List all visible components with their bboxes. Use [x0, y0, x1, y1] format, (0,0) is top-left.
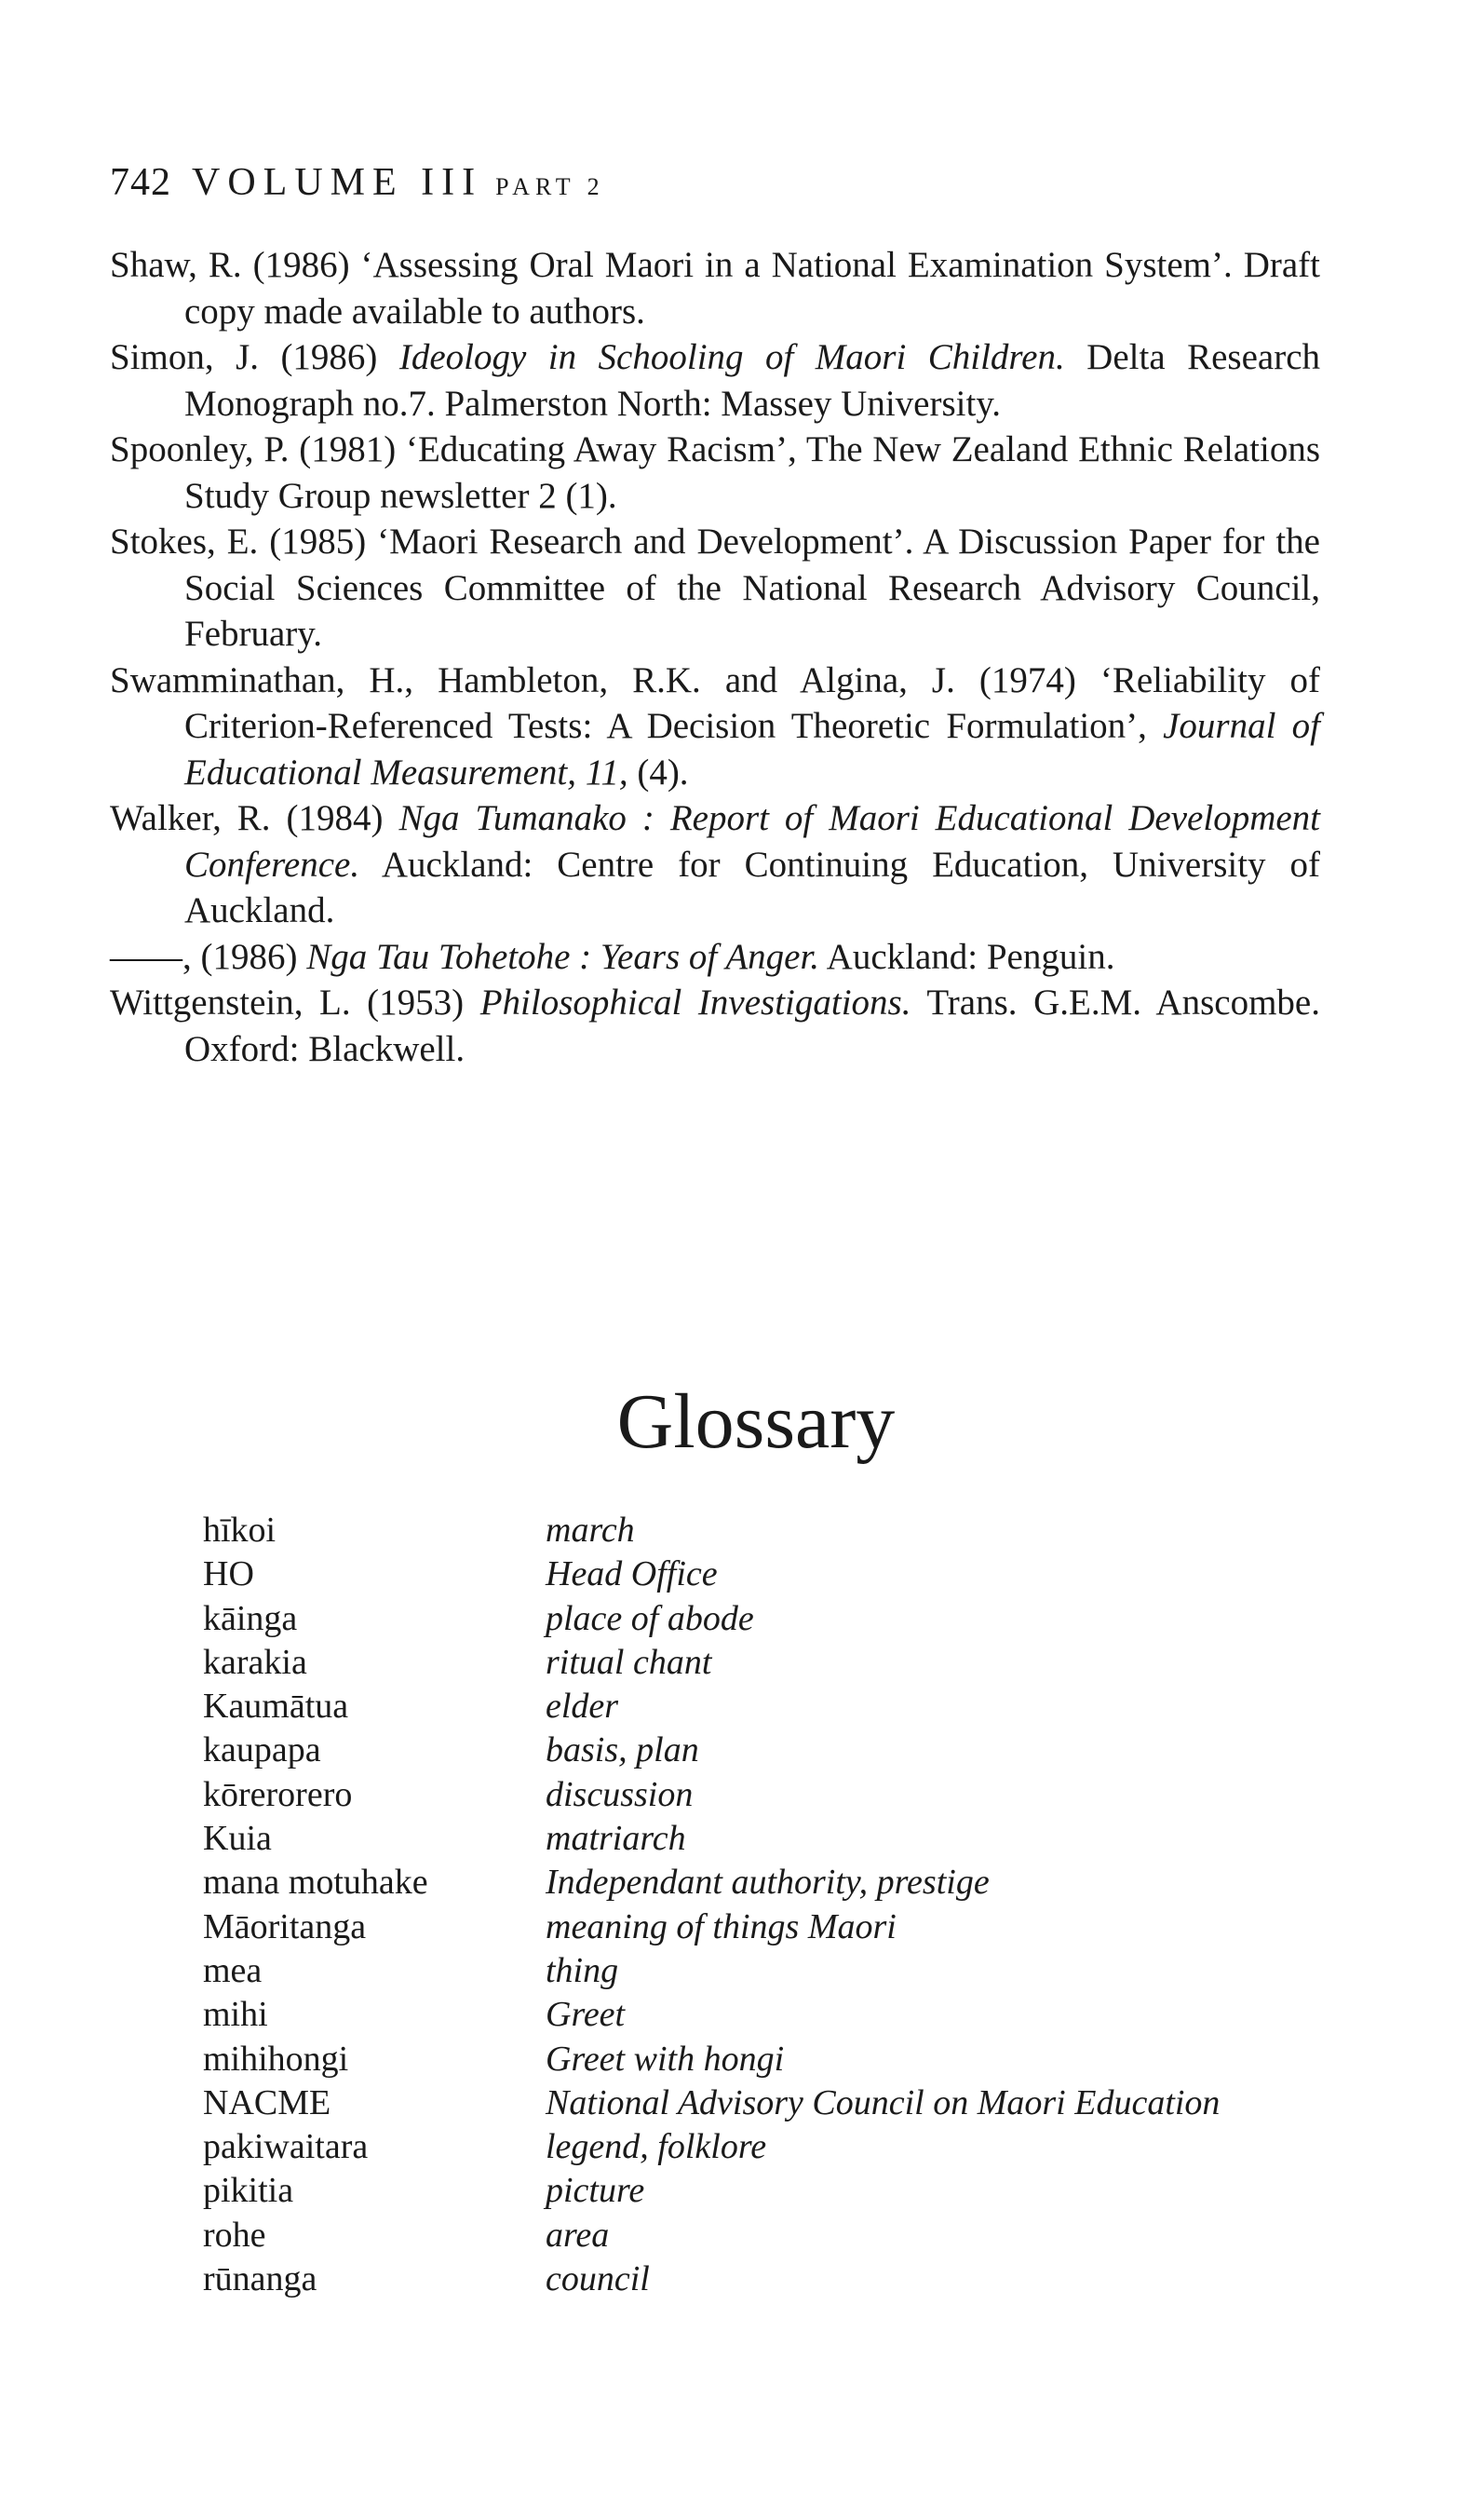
glossary-row [203, 1861, 1320, 1905]
reference-text: (4). [627, 752, 689, 793]
glossary-row [203, 1552, 1320, 1596]
reference-text: Swamminathan, H., Hambleton, R.K. and Algina, J. (1974) ‘Reliability of Criterion-Referenced Tests: A Decision Theoretic Formulation’, [110, 659, 1320, 746]
reference-title: Journal of Educational Measurement, 11, [184, 706, 1320, 793]
glossary-term: hīkoi [203, 1511, 277, 1550]
glossary-row [203, 1905, 1320, 1949]
reference-title: Philosophical Investigations. [479, 983, 911, 1023]
reference-text: Wittgenstein, L. (1953) [110, 983, 480, 1023]
reference-list [110, 242, 1320, 1072]
reference-text: Shaw, R. (1986) ‘Assessing Oral Maori in a National Examination System’. Draft copy made available to authors. [110, 245, 1320, 332]
glossary-row [203, 2214, 1320, 2257]
page-number: 742 [110, 161, 171, 204]
glossary-definition: matriarch [546, 1819, 686, 1859]
glossary-definition: picture [546, 2171, 645, 2211]
glossary-term: karakia [203, 1642, 307, 1682]
glossary-row [203, 2081, 1320, 2125]
glossary-term: kaupapa [203, 1730, 321, 1770]
glossary-row [203, 1509, 1320, 1552]
glossary-term: Kuia [203, 1819, 272, 1859]
reference-entry [110, 242, 1320, 334]
reference-entry [110, 795, 1320, 934]
glossary-row [203, 1817, 1320, 1861]
glossary-definition: council [546, 2259, 650, 2299]
running-head [110, 160, 605, 205]
reference-text: Walker, R. (1984) [110, 798, 399, 838]
reference-text: Stokes, E. (1985) ‘Maori Research and Development’. A Discussion Paper for the Social Sciences Committee of the National Research Advisory Council, February. [110, 522, 1320, 654]
glossary-term: kāinga [203, 1598, 298, 1638]
reference-text: Trans. G.E.M. Anscombe. Oxford: Blackwell. [184, 983, 1320, 1069]
reference-text: Auckland: Penguin. [819, 936, 1115, 977]
reference-text: ——, (1986) [110, 936, 307, 977]
volume-label: VOLUME III [192, 161, 483, 204]
glossary-definition: basis, plan [546, 1730, 699, 1770]
glossary-term: NACME [203, 2082, 331, 2122]
glossary-term: mihihongi [203, 2039, 349, 2079]
glossary-term: Kaumātua [203, 1687, 349, 1727]
reference-title: Ideology in Schooling of Maori Children. [398, 337, 1065, 377]
glossary-definition: elder [546, 1687, 619, 1727]
glossary-term: kōrerorero [203, 1774, 353, 1814]
glossary-term: mea [203, 1950, 263, 1990]
reference-title: Nga Tumanako : Report of Maori Educational Development Conference. [184, 798, 1321, 885]
glossary-term: rūnanga [203, 2259, 317, 2299]
glossary-definition: discussion [546, 1774, 694, 1814]
reference-text: Spoonley, P. (1981) ‘Educating Away Racism’, The New Zealand Ethnic Relations Study Group newsletter 2 (1). [110, 429, 1320, 516]
glossary-definition: legend, folklore [546, 2127, 767, 2167]
glossary-row [203, 2169, 1320, 2213]
reference-title: Nga Tau Tohetohe : Years of Anger. [306, 936, 820, 977]
glossary-term: pakiwaitara [203, 2127, 369, 2167]
glossary-row [203, 2038, 1320, 2081]
glossary-definition: march [546, 1511, 635, 1550]
glossary-definition: National Advisory Council on Maori Education [546, 2082, 1221, 2122]
reference-entry [110, 334, 1320, 427]
glossary-term: pikitia [203, 2171, 294, 2211]
reference-entry [110, 980, 1320, 1072]
glossary-list [203, 1509, 1320, 2301]
glossary-title: Glossary [616, 1378, 896, 1465]
glossary-definition: Head Office [546, 1554, 718, 1594]
glossary-definition: meaning of things Maori [546, 1906, 897, 1946]
glossary-row [203, 1728, 1320, 1772]
reference-entry [110, 427, 1320, 519]
glossary-definition: Greet with hongi [546, 2039, 785, 2079]
part-label: PART 2 [495, 173, 605, 200]
reference-entry [110, 658, 1320, 796]
reference-entry [110, 519, 1320, 658]
glossary-term: HO [203, 1554, 254, 1594]
glossary-term: mihi [203, 1995, 268, 2035]
glossary-definition: area [546, 2215, 610, 2255]
glossary-term: mana motuhake [203, 1863, 428, 1903]
glossary-row [203, 2125, 1320, 2169]
glossary-term: rohe [203, 2215, 266, 2255]
glossary-definition: ritual chant [546, 1642, 712, 1682]
reference-text: Simon, J. (1986) [110, 337, 399, 377]
glossary-row [203, 1993, 1320, 2037]
reference-text: Delta Research Monograph no.7. Palmerston North: Massey University. [184, 337, 1320, 424]
glossary-row [203, 1641, 1320, 1685]
glossary-row [203, 1949, 1320, 1993]
reference-text: Auckland: Centre for Continuing Education, University of Auckland. [184, 844, 1320, 930]
glossary-definition: Greet [546, 1995, 626, 2035]
glossary-row [203, 1597, 1320, 1641]
glossary-definition: Independant authority, prestige [546, 1863, 990, 1903]
glossary-definition: thing [546, 1950, 619, 1990]
reference-entry [110, 934, 1320, 981]
glossary-row [203, 1773, 1320, 1817]
glossary-definition: place of abode [546, 1598, 754, 1638]
glossary-row [203, 1685, 1320, 1728]
glossary-term: Māoritanga [203, 1906, 367, 1946]
glossary-row [203, 2257, 1320, 2301]
